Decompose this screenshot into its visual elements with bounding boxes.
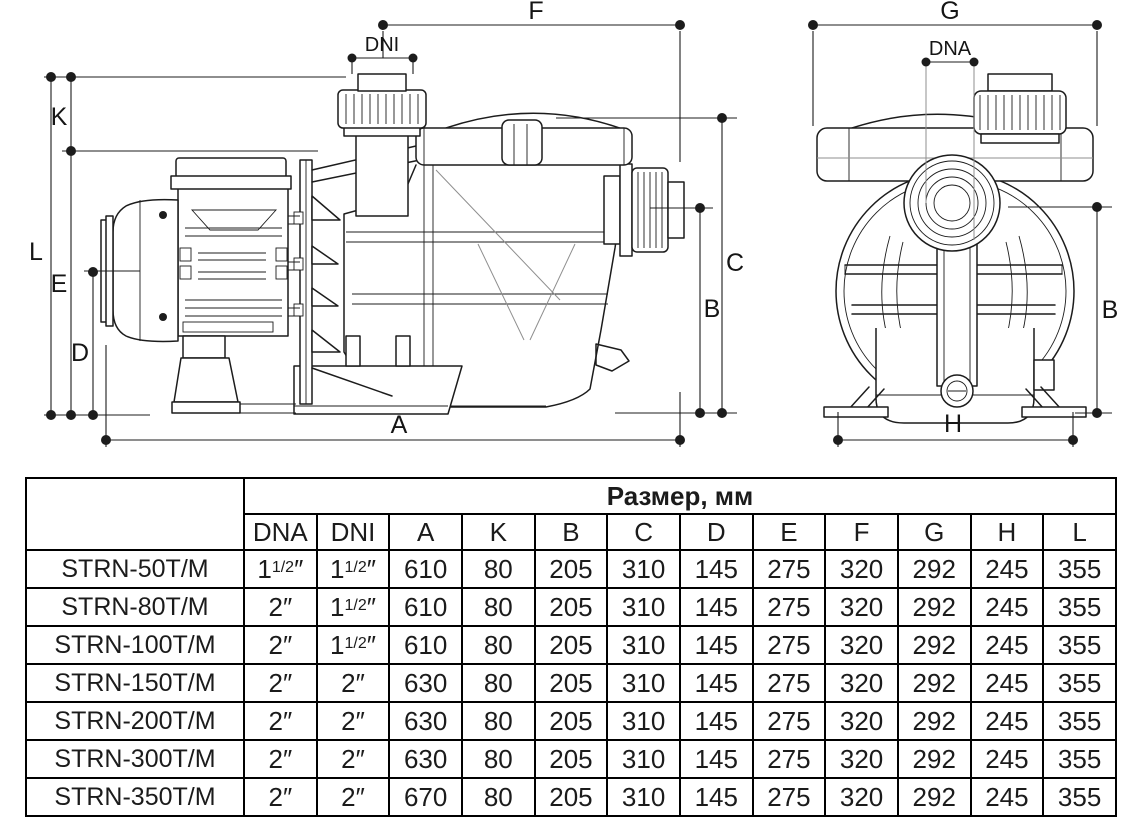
dim-label-g: G: [940, 0, 960, 25]
value-cell: 205: [535, 664, 608, 702]
value-cell: 145: [680, 740, 753, 778]
value-cell: 2″: [317, 702, 390, 740]
value-cell: 2″: [244, 588, 317, 626]
value-cell: 310: [607, 626, 680, 664]
value-cell: 355: [1043, 664, 1116, 702]
value-cell: 610: [389, 626, 462, 664]
value-cell: 205: [535, 740, 608, 778]
value-cell: 355: [1043, 778, 1116, 816]
model-cell: STRN-100T/M: [26, 626, 244, 664]
value-cell: 310: [607, 778, 680, 816]
value-cell: 310: [607, 664, 680, 702]
value-cell: 355: [1043, 550, 1116, 588]
dimensions-table: [25, 477, 1117, 817]
value-cell: 2″: [244, 664, 317, 702]
value-cell: 245: [971, 626, 1044, 664]
column-header: B: [535, 514, 608, 550]
table-row: [26, 588, 1116, 626]
dim-label-h: H: [943, 410, 963, 438]
value-cell: 320: [825, 740, 898, 778]
column-header: K: [462, 514, 535, 550]
column-header: F: [825, 514, 898, 550]
column-header: L: [1043, 514, 1116, 550]
value-cell: 630: [389, 740, 462, 778]
side-view: [101, 74, 684, 414]
value-cell: 145: [680, 550, 753, 588]
value-cell: 320: [825, 702, 898, 740]
value-cell: 145: [680, 588, 753, 626]
value-cell: 355: [1043, 740, 1116, 778]
value-cell: 80: [462, 626, 535, 664]
value-cell: 80: [462, 702, 535, 740]
value-cell: 275: [753, 588, 826, 626]
value-cell: 355: [1043, 588, 1116, 626]
value-cell: 245: [971, 778, 1044, 816]
value-cell: 275: [753, 664, 826, 702]
dim-label-f: F: [528, 0, 544, 25]
column-header: C: [607, 514, 680, 550]
model-cell: STRN-150T/M: [26, 664, 244, 702]
front-view: [817, 64, 1093, 423]
value-cell: 310: [607, 550, 680, 588]
value-cell: 292: [898, 740, 971, 778]
table-row: [26, 664, 1116, 702]
value-cell: 292: [898, 626, 971, 664]
table-row: [26, 702, 1116, 740]
value-cell: 310: [607, 702, 680, 740]
column-header: E: [753, 514, 826, 550]
value-cell: $1^{1/2}''$: [317, 626, 390, 664]
value-cell: 292: [898, 588, 971, 626]
table-header: [26, 478, 1116, 550]
column-header: A: [389, 514, 462, 550]
value-cell: 610: [389, 550, 462, 588]
column-header: G: [898, 514, 971, 550]
value-cell: 245: [971, 588, 1044, 626]
value-cell: 205: [535, 702, 608, 740]
value-cell: 320: [825, 626, 898, 664]
value-cell: 275: [753, 778, 826, 816]
value-cell: 310: [607, 740, 680, 778]
table-row: [26, 550, 1116, 588]
value-cell: 610: [389, 588, 462, 626]
value-cell: 292: [898, 702, 971, 740]
dim-label-a: A: [390, 411, 408, 439]
value-cell: 205: [535, 550, 608, 588]
value-cell: 2″: [244, 740, 317, 778]
dim-label-l: L: [29, 238, 43, 266]
value-cell: 2″: [317, 740, 390, 778]
column-header: D: [680, 514, 753, 550]
column-header: DNA: [244, 514, 317, 550]
dim-label-c: C: [725, 249, 745, 277]
value-cell: 355: [1043, 702, 1116, 740]
value-cell: 2″: [244, 778, 317, 816]
value-cell: 145: [680, 626, 753, 664]
dim-label-b-front: B: [1101, 296, 1119, 324]
value-cell: 80: [462, 740, 535, 778]
value-cell: 245: [971, 740, 1044, 778]
value-cell: 320: [825, 588, 898, 626]
value-cell: 80: [462, 778, 535, 816]
value-cell: 2″: [317, 664, 390, 702]
value-cell: 80: [462, 550, 535, 588]
value-cell: 670: [389, 778, 462, 816]
value-cell: 2″: [244, 702, 317, 740]
value-cell: 205: [535, 778, 608, 816]
table-row: [26, 740, 1116, 778]
dim-label-e: E: [50, 270, 68, 298]
value-cell: 145: [680, 664, 753, 702]
model-cell: STRN-300T/M: [26, 740, 244, 778]
dim-label-k: K: [50, 103, 68, 131]
value-cell: 292: [898, 664, 971, 702]
value-cell: 275: [753, 740, 826, 778]
value-cell: $1^{1/2}''$: [244, 550, 317, 588]
value-cell: 2″: [317, 778, 390, 816]
value-cell: 205: [535, 588, 608, 626]
dim-label-dni: DNI: [364, 34, 400, 56]
value-cell: 320: [825, 778, 898, 816]
value-cell: 275: [753, 626, 826, 664]
table-title: Размер, мм: [244, 478, 1116, 514]
value-cell: 145: [680, 778, 753, 816]
value-cell: 2″: [244, 626, 317, 664]
value-cell: 355: [1043, 626, 1116, 664]
value-cell: 275: [753, 550, 826, 588]
value-cell: 630: [389, 664, 462, 702]
value-cell: 292: [898, 550, 971, 588]
model-cell: STRN-50T/M: [26, 550, 244, 588]
dim-label-d: D: [70, 339, 90, 367]
value-cell: $1^{1/2}''$: [317, 550, 390, 588]
value-cell: 80: [462, 588, 535, 626]
value-cell: $1^{1/2}''$: [317, 588, 390, 626]
value-cell: 245: [971, 550, 1044, 588]
value-cell: 245: [971, 664, 1044, 702]
value-cell: 245: [971, 702, 1044, 740]
column-header: H: [971, 514, 1044, 550]
value-cell: 145: [680, 702, 753, 740]
value-cell: 80: [462, 664, 535, 702]
dim-label-b-side: B: [703, 295, 721, 323]
dimensions-table-body: [26, 550, 1116, 816]
model-cell: STRN-200T/M: [26, 702, 244, 740]
model-cell: STRN-80T/M: [26, 588, 244, 626]
column-header: DNI: [317, 514, 390, 550]
dim-label-dna: DNA: [928, 38, 972, 60]
table-row: [26, 778, 1116, 816]
corner-cell: [26, 478, 244, 550]
value-cell: 320: [825, 664, 898, 702]
value-cell: 275: [753, 702, 826, 740]
model-cell: STRN-350T/M: [26, 778, 244, 816]
value-cell: 320: [825, 550, 898, 588]
table-row: [26, 626, 1116, 664]
value-cell: 292: [898, 778, 971, 816]
value-cell: 310: [607, 588, 680, 626]
value-cell: 205: [535, 626, 608, 664]
value-cell: 630: [389, 702, 462, 740]
